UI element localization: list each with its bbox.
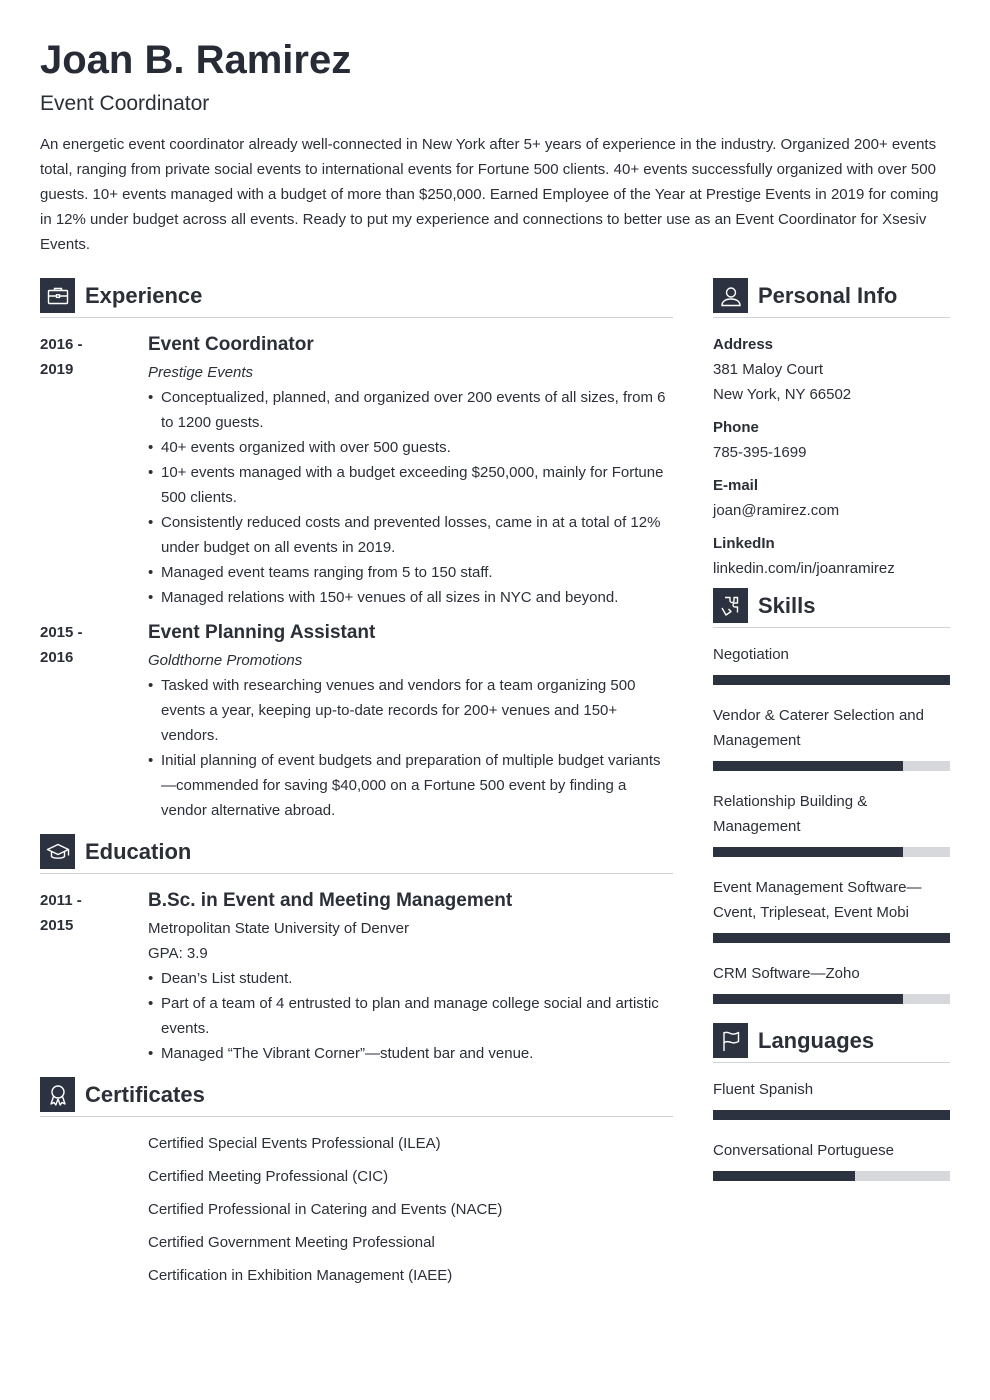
skill-level-bar [713,675,950,685]
skill-level-fill [713,675,950,685]
skill-name: Vendor & Caterer Selection and Management [713,707,924,749]
certificate-item: Certified Government Meeting Professional [148,1234,435,1251]
award-ribbon-icon [40,1077,75,1112]
achievement-list [148,673,673,823]
skill-level-bar [713,847,950,857]
achievement-item: • Tasked with researching venues and vendors for a team organizing 500 events a year, keeping up-to-date records for 200+ venues and 150+ vendors. [148,673,673,748]
certificate-item: Certified Special Events Professional (ILEA) [148,1135,441,1152]
education-detail-item: • Part of a team of 4 entrusted to plan and manage college social and artistic events. [148,991,673,1041]
school-name: Metropolitan State University of Denver [148,920,409,937]
language-name: Conversational Portuguese [713,1142,894,1159]
skill-name: CRM Software—Zoho [713,965,860,982]
achievement-item: • Managed event teams ranging from 5 to 150 staff. [148,560,673,585]
skill-level-fill [713,933,950,943]
entry-dates [40,620,130,670]
left-column [40,277,673,1296]
language-level-fill [713,1171,855,1181]
personal-info-section-header [713,277,950,318]
phone-value: 785-395-1699 [713,444,807,461]
address-block [713,332,950,407]
briefcase-icon [40,278,75,313]
phone-label: Phone [713,419,759,436]
linkedin-block [713,531,950,581]
education-entry [40,888,673,1066]
language-level-bar [713,1110,950,1120]
education-detail-item: • Dean’s List student. [148,966,673,991]
entry-dates [40,332,130,382]
summary-paragraph: An energetic event coordinator already well-connected in New York after 5+ years of experience in the industry. Organized 200+ events total, ranging from private social events to international events for Fortune 500 clients. 40+ events successfully organized with over 500 guests. 10+ events managed with a budget of more than $250,000. Earned Employee of the Year at Prestige Events in 2019 for coming in 12% under budget across all events. Ready to put my experience and connections to better use as an Event Coordinator for Xsesiv Events. [40,136,939,253]
skill-level-bar [713,761,950,771]
personal-info-heading: Personal Info [758,283,898,308]
languages-section-header [713,1022,950,1063]
skill-level-fill [713,847,903,857]
skill-name: Relationship Building & Management [713,793,868,835]
address-line: 381 Maloy Court [713,361,824,378]
experience-entry [40,620,673,823]
date-end: 2019 [40,361,74,378]
phone-block [713,415,950,465]
skill-item [713,789,950,857]
skill-item [713,875,950,943]
language-item [713,1077,950,1120]
email-block [713,473,950,523]
date-start: 2011 - [40,892,82,909]
education-details-list [148,966,673,1066]
achievement-item: • Initial planning of event budgets and preparation of multiple budget variants—commended for saving $40,000 on a Fortune 500 event by finding a vendor alternative abroad. [148,748,673,823]
skill-name: Event Management Software—Cvent, Tripleseat, Event Mobi [713,879,922,921]
address-line: New York, NY 66502 [713,386,852,403]
candidate-title: Event Coordinator [40,92,210,115]
skill-item [713,703,950,771]
experience-section-header [40,277,673,318]
address-label: Address [713,336,774,353]
flag-icon [713,1023,748,1058]
language-name: Fluent Spanish [713,1081,814,1098]
company-name: Prestige Events [148,364,254,381]
language-item [713,1138,950,1181]
skill-level-fill [713,761,903,771]
achievement-item: • Conceptualized, planned, and organized over 200 events of all sizes, from 6 to 1200 guests. [148,385,673,435]
certificate-item: Certified Professional in Catering and Events (NACE) [148,1201,503,1218]
email-label: E-mail [713,477,759,494]
linkedin-value: linkedin.com/in/joanramirez [713,560,895,577]
language-level-bar [713,1171,950,1181]
gpa: GPA: 3.9 [148,945,208,962]
linkedin-label: LinkedIn [713,535,775,552]
certificate-item: Certification in Exhibition Management (IAEE) [148,1267,453,1284]
skill-level-bar [713,994,950,1004]
skill-level-bar [713,933,950,943]
skill-level-fill [713,994,903,1004]
job-role: Event Planning Assistant [148,622,376,643]
education-section-header [40,833,673,874]
skill-item [713,961,950,1004]
achievement-list [148,385,673,610]
skill-item [713,642,950,685]
date-end: 2015 [40,917,74,934]
puzzle-hand-icon [713,588,748,623]
skills-heading: Skills [758,593,816,618]
achievement-item: • Consistently reduced costs and prevented losses, came in at a total of 12% under budget on all events in 2019. [148,510,673,560]
date-start: 2016 - [40,336,83,353]
education-detail-item: • Managed “The Vibrant Corner”—student bar and venue. [148,1041,673,1066]
achievement-item: • Managed relations with 150+ venues of all sizes in NYC and beyond. [148,585,673,610]
degree-title: B.Sc. in Event and Meeting Management [148,890,513,911]
skill-name: Negotiation [713,646,789,663]
education-heading: Education [85,839,192,864]
certificates-section-header [40,1076,673,1117]
date-end: 2016 [40,649,74,666]
language-level-fill [713,1110,950,1120]
achievement-item: • 10+ events managed with a budget exceeding $250,000, mainly for Fortune 500 clients. [148,460,673,510]
skills-section-header [713,587,950,628]
certificate-item: Certified Meeting Professional (CIC) [148,1168,389,1185]
entry-dates [40,888,130,938]
email-value: joan@ramirez.com [713,502,840,519]
candidate-name: Joan B. Ramirez [40,38,352,82]
graduation-cap-icon [40,834,75,869]
achievement-item: • 40+ events organized with over 500 guests. [148,435,673,460]
job-role: Event Coordinator [148,334,314,355]
languages-heading: Languages [758,1028,875,1053]
user-icon [713,278,748,313]
experience-entry [40,332,673,610]
date-start: 2015 - [40,624,83,641]
experience-heading: Experience [85,283,203,308]
certificates-heading: Certificates [85,1082,205,1107]
right-column [713,277,950,1199]
company-name: Goldthorne Promotions [148,652,303,669]
